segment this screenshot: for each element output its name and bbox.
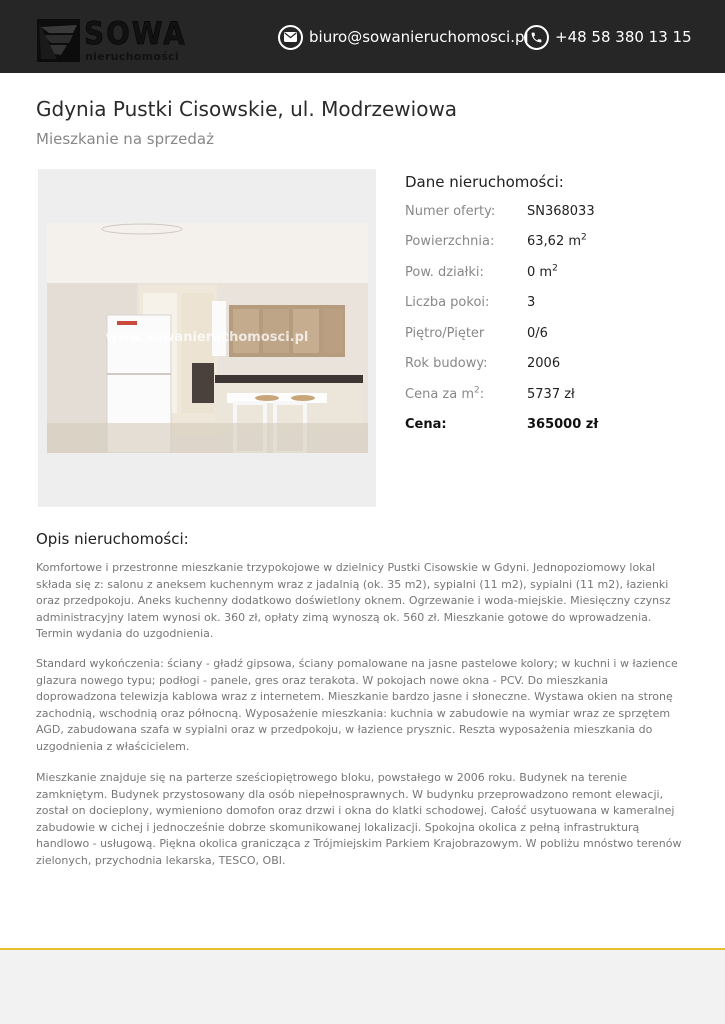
- price-value: 365000 zł: [527, 417, 599, 432]
- detail-label: Pow. działki:: [405, 265, 484, 280]
- email-address[interactable]: biuro@sowanieruchomosci.pl: [309, 28, 529, 46]
- property-photo[interactable]: [47, 223, 368, 453]
- detail-label: Powierzchnia:: [405, 234, 495, 249]
- description-paragraph: Mieszkanie znajduje się na parterze sześciopiętrowego bloku, powstałego w 2006 roku. Budynek na terenie zamkniętym. Budynek przystosowany dla osób niepełnosprawnych. W budynku przeprowadzono remont elewacji, został on docieplony, wymieniono domofon oraz drzwi i okna do klatki schodowej. Całość usytuowana w kameralnej zabudowie w cichej i jednocześnie dobrze skomunikowanej lokalizacji. Spokojna okolica z pełną infrastrukturą handlowo - usługową. Piękna okolica granicząca z Trójmiejskim Parkiem Krajobrazowym. W pobliżu mnóstwo terenów zielonych, przychodnia lekarska, TESCO, OBI.: [36, 771, 682, 867]
- details-heading: Dane nieruchomości:: [405, 173, 564, 191]
- detail-label: Liczba pokoi:: [405, 295, 490, 310]
- detail-label: Cena:: [405, 417, 447, 432]
- phone-number[interactable]: +48 58 380 13 15: [555, 28, 692, 46]
- page-footer: [0, 950, 725, 1024]
- photo-frame: [38, 169, 376, 507]
- detail-value: 5737 zł: [527, 387, 575, 402]
- description-paragraph: Standard wykończenia: ściany - gładź gipsowa, ściany pomalowane na jasne pastelowe kolory; w kuchni i w łazience glazura nowego typu; podłogi - panele, gres oraz terakota. W pokojach nowe okna - PCV. Do mieszkania doprowadzona telewizja kablowa wraz z internetem. Mieszkanie bardzo jasne i słoneczne. Wystawa okien na stronę zachodnią, wschodnią oraz północną. Wyposażenie mieszkania: kuchnia w zabudowie na wymiar wraz ze sprzętem AGD, zabudowana szafa w sypialni oraz w przedpokoju, w łazience prysznic. Reszta wyposażenia mieszkania do uzgodnienia z właścicielem.: [36, 657, 678, 753]
- email-contact[interactable]: [278, 24, 529, 50]
- photo-watermark: www.sowanieruchomosci.pl: [105, 330, 309, 345]
- logo-tagline: nieruchomości: [85, 50, 179, 63]
- detail-label: Rok budowy:: [405, 356, 488, 371]
- detail-value: 2006: [527, 356, 561, 371]
- page-header: [0, 0, 725, 73]
- detail-value: 63,62 $m^2$: [527, 232, 587, 249]
- detail-value: 3: [527, 295, 536, 310]
- description-heading: Opis nieruchomości:: [36, 530, 189, 548]
- detail-value: 0 $m^2$: [527, 263, 558, 280]
- phone-contact[interactable]: [524, 24, 692, 50]
- listing-type: Mieszkanie na sprzedaż: [36, 130, 214, 148]
- detail-value: 0/6: [527, 326, 548, 341]
- detail-label: Piętro/Pięter: [405, 326, 485, 341]
- page-title: Gdynia Pustki Cisowskie, ul. Modrzewiowa: [36, 97, 458, 121]
- detail-label: Numer oferty:: [405, 204, 496, 219]
- phone-icon: [524, 25, 549, 50]
- sowa-logo[interactable]: [37, 16, 187, 63]
- kitchen-photo-illustration: [47, 223, 368, 453]
- detail-value: SN368033: [527, 204, 595, 219]
- logo-wordmark: SOWA: [84, 16, 187, 52]
- envelope-icon: [278, 25, 303, 50]
- detail-label: Cena za $m^2$:: [405, 385, 485, 402]
- description-paragraph: Komfortowe i przestronne mieszkanie trzypokojowe w dzielnicy Pustki Cisowskie w Gdyni. Jednopoziomowy lokal składa się z: salonu z aneksem kuchennym wraz z jadalnią (ok. 35 m2), sypialni (11 m2), sypialni (11 m2), łazienki oraz przedpokoju. Aneks kuchenny dodatkowo doświetlony oknem. Ogrzewanie i woda-miejskie. Miesięczny czynsz administracyjny latem wynosi ok. 360 zł, opłaty zimą wynoszą ok. 560 zł. Mieszkanie gotowe do wprowadzenia. Termin wydania do uzgodnienia.: [36, 561, 671, 640]
- owl-logo-icon: [37, 19, 80, 62]
